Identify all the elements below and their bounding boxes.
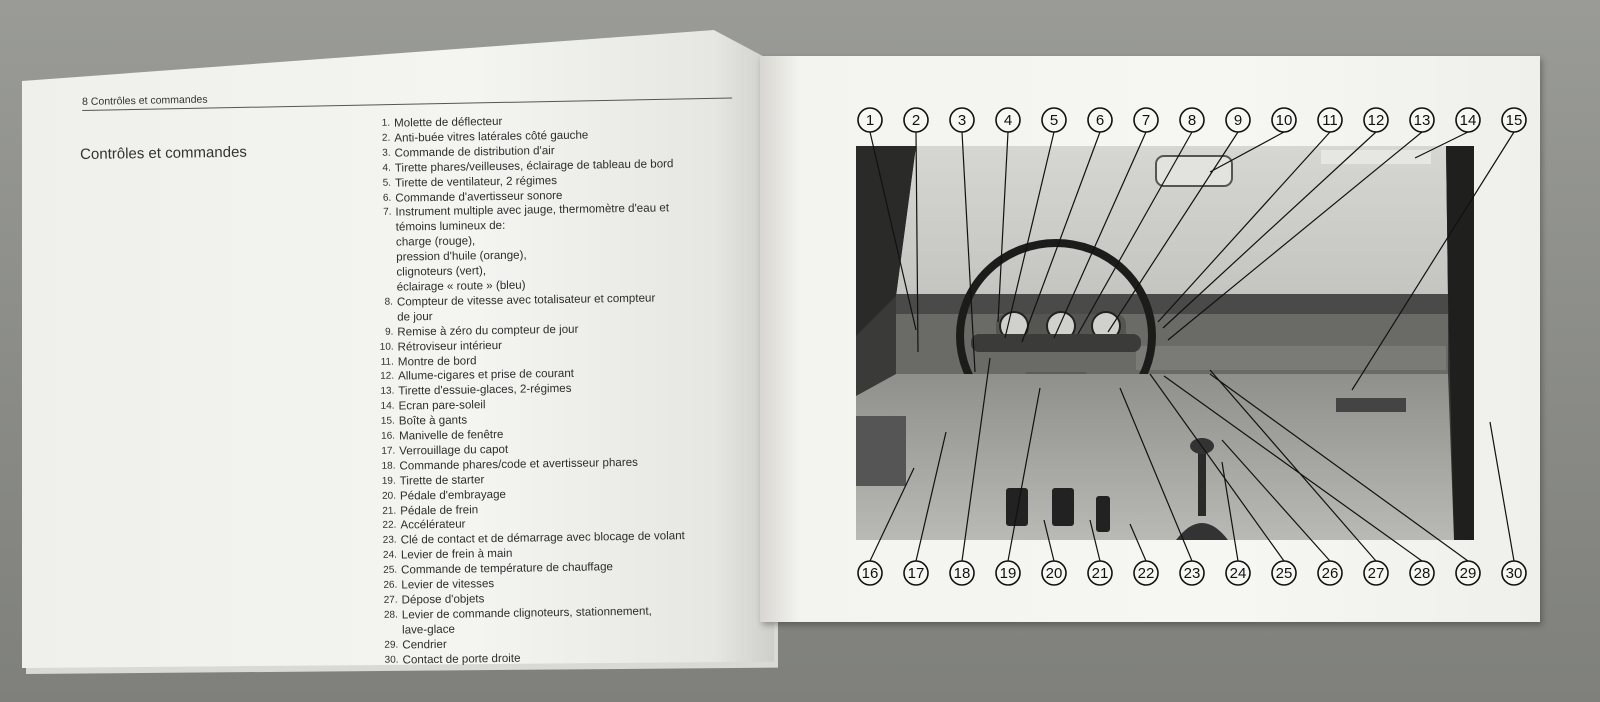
callout-number: 21 xyxy=(1091,565,1109,582)
callout-leader-line xyxy=(1490,422,1514,561)
callout-leader-line xyxy=(1415,132,1468,158)
legend-item-text: Tirette phares/veilleuses, éclairage de tableau de bord xyxy=(394,156,674,175)
legend-item-number: 27. xyxy=(383,594,398,606)
legend-item-number: 7. xyxy=(383,207,392,219)
callout-marker xyxy=(1456,561,1480,585)
legend-item-number: 3. xyxy=(382,147,391,159)
callout-number: 15 xyxy=(1505,112,1523,129)
legend-item-text: Instrument multiple avec jauge, thermomètre d'eau et xyxy=(395,201,670,220)
callout-number: 8 xyxy=(1187,112,1197,129)
callout-number: 27 xyxy=(1367,565,1385,582)
legend-item-continuation: lave-glace xyxy=(401,622,456,637)
callout-marker xyxy=(1088,108,1112,132)
legend-item-text: Levier de frein à main xyxy=(400,547,513,562)
callout-marker xyxy=(904,561,928,585)
callout-number: 11 xyxy=(1322,112,1338,129)
legend-item-text: Verrouillage du capot xyxy=(399,442,509,458)
section-title: Contrôles et commandes xyxy=(80,143,247,163)
callout-number: 26 xyxy=(1321,565,1339,582)
legend-item-number: 20. xyxy=(381,490,397,502)
callout-number: 10 xyxy=(1275,112,1293,129)
legend-item-text: Dépose d'objets xyxy=(401,592,485,607)
callout-number: 7 xyxy=(1141,112,1151,129)
legend-item-text: Compteur de vitesse avec totalisateur et compteur xyxy=(396,291,656,309)
legend-item-text: Remise à zéro du compteur de jour xyxy=(397,322,579,339)
callout-marker xyxy=(1226,561,1250,585)
callout-number: 23 xyxy=(1183,565,1201,582)
legend-item-text: Pédale d'embrayage xyxy=(399,487,507,503)
callout-leader-line xyxy=(1008,388,1040,561)
legend-item-text: Tirette d'essuie-glaces, 2-régimes xyxy=(398,382,572,398)
callout-leader-line xyxy=(1090,520,1100,561)
legend-item-continuation: de jour xyxy=(397,309,433,324)
callout-number: 5 xyxy=(1049,112,1059,129)
callout-leader-line xyxy=(1022,132,1100,342)
callout-marker xyxy=(1272,561,1296,585)
legend-item-text: Contact de porte droite xyxy=(402,651,521,667)
callout-marker xyxy=(1410,108,1434,132)
legend-item-text: Manivelle de fenêtre xyxy=(398,427,504,443)
callout-marker xyxy=(1410,561,1434,585)
legend-item-text: Molette de déflecteur xyxy=(393,114,503,130)
callout-number: 20 xyxy=(1045,565,1063,582)
callout-marker xyxy=(858,561,882,585)
callout-leader-line xyxy=(916,432,946,561)
callout-number: 1 xyxy=(865,112,875,129)
callout-marker xyxy=(1134,561,1158,585)
callout-marker xyxy=(1088,561,1112,585)
legend-item-text: Commande phares/code et avertisseur phares xyxy=(399,455,639,473)
legend-item-continuation: pression d'huile (orange), xyxy=(396,248,527,264)
callout-leader-line xyxy=(1210,374,1468,561)
legend-item-number: 10. xyxy=(379,341,394,353)
page-header-text: 8 Contrôles et commandes xyxy=(82,93,208,108)
callout-number: 4 xyxy=(1003,112,1013,129)
legend-item-number: 4. xyxy=(382,162,391,174)
callout-marker xyxy=(1318,561,1342,585)
callout-number: 22 xyxy=(1137,565,1155,582)
callout-leader-line xyxy=(1108,132,1238,332)
legend-item-number: 29. xyxy=(384,639,399,651)
legend-item-number: 5. xyxy=(382,177,392,189)
callout-marker xyxy=(1134,108,1158,132)
legend-item-text: Allume-cigares et prise de courant xyxy=(397,367,575,383)
callout-marker xyxy=(1272,108,1296,132)
callout-number: 16 xyxy=(861,565,879,582)
legend-item-number: 12. xyxy=(380,371,395,383)
callout-marker xyxy=(858,108,882,132)
callout-leader-line xyxy=(1352,132,1514,390)
legend-item-number: 8. xyxy=(384,296,393,308)
callout-leader-line xyxy=(870,468,914,561)
callout-marker xyxy=(1180,108,1204,132)
legend-item-text: Pédale de frein xyxy=(400,502,479,518)
legend-item-continuation: témoins lumineux de: xyxy=(395,219,506,234)
callout-leader-line xyxy=(1130,524,1146,561)
legend-item-number: 19. xyxy=(381,475,396,487)
callout-number: 17 xyxy=(907,565,925,582)
callout-marker xyxy=(1502,108,1526,132)
callout-marker xyxy=(1180,561,1204,585)
legend-item-number: 15. xyxy=(380,415,395,427)
callout-marker xyxy=(996,561,1020,585)
legend-item-number: 26. xyxy=(383,579,398,591)
callout-leader-line xyxy=(1120,388,1192,561)
legend-item-number: 1. xyxy=(381,117,391,129)
legend-item-text: Levier de vitesses xyxy=(401,577,495,592)
callout-leader-line xyxy=(1222,440,1330,561)
callout-leader-line xyxy=(1210,132,1284,172)
callout-marker xyxy=(1456,108,1480,132)
legend-item-number: 22. xyxy=(382,520,397,532)
callout-number: 6 xyxy=(1095,112,1105,129)
legend-item-number: 21. xyxy=(382,505,397,517)
callout-number: 3 xyxy=(957,112,967,129)
callout-leader-line xyxy=(1054,132,1146,338)
legend-item-text: Anti-buée vitres latérales côté gauche xyxy=(394,128,589,145)
legend-item-number: 14. xyxy=(380,400,395,413)
legend-item-number: 25. xyxy=(383,564,398,577)
callout-leader-line xyxy=(1044,520,1054,561)
callout-number: 13 xyxy=(1413,112,1431,129)
callout-number: 2 xyxy=(911,112,921,129)
callout-marker xyxy=(1364,561,1388,585)
callout-marker xyxy=(1502,561,1526,585)
callout-leader-line xyxy=(962,132,975,372)
callout-marker xyxy=(1226,108,1250,132)
callout-marker xyxy=(950,561,974,585)
callout-marker xyxy=(996,108,1020,132)
callout-marker xyxy=(950,108,974,132)
legend-item-text: Clé de contact et de démarrage avec blocage de volant xyxy=(400,529,685,547)
callout-number: 30 xyxy=(1505,565,1523,582)
callout-number: 9 xyxy=(1233,112,1243,129)
legend-item-continuation: charge (rouge), xyxy=(395,234,476,249)
callout-leader-line xyxy=(1158,132,1330,322)
callout-number: 18 xyxy=(953,565,971,582)
legend-item-continuation: éclairage « route » (bleu) xyxy=(396,278,526,294)
legend-item-number: 17. xyxy=(381,445,396,457)
legend-item-number: 9. xyxy=(384,326,394,338)
legend-item-number: 24. xyxy=(382,549,397,562)
callout-leader-line xyxy=(1164,376,1422,561)
legend-item-text: Levier de commande clignoteurs, stationnement, xyxy=(401,604,652,622)
legend-item-text: Commande de distribution d'air xyxy=(394,143,555,160)
callout-number: 29 xyxy=(1459,565,1477,582)
callout-leader-line xyxy=(1005,132,1054,338)
callout-leader-line xyxy=(998,132,1008,322)
legend-item-number: 2. xyxy=(381,132,391,144)
callout-leader-line xyxy=(1210,370,1376,561)
callout-leader-line xyxy=(1163,132,1376,328)
callout-number: 24 xyxy=(1229,565,1247,582)
callout-marker xyxy=(904,108,928,132)
legend-item-number: 11. xyxy=(380,356,394,368)
legend-item-text: Rétroviseur intérieur xyxy=(397,338,503,354)
callout-number: 12 xyxy=(1367,112,1385,129)
callout-marker xyxy=(1042,108,1066,132)
callout-marker xyxy=(1364,108,1388,132)
legend-item-text: Montre de bord xyxy=(397,353,477,369)
callout-leader-line xyxy=(870,132,916,330)
callout-number: 19 xyxy=(999,565,1017,582)
callout-number: 25 xyxy=(1275,565,1293,582)
callout-leader-line xyxy=(1168,132,1422,340)
callout-number: 28 xyxy=(1413,565,1431,582)
legend-item-number: 30. xyxy=(384,654,399,666)
legend-item-number: 23. xyxy=(382,534,397,547)
legend-item-text: Tirette de starter xyxy=(399,472,485,488)
legend-item-number: 28. xyxy=(383,609,398,621)
legend-item-text: Accélérateur xyxy=(400,517,466,533)
legend-item-number: 18. xyxy=(381,460,396,472)
callout-leader-line xyxy=(962,358,990,561)
callout-marker xyxy=(1042,561,1066,585)
callout-leader-line xyxy=(916,132,918,352)
callout-marker xyxy=(1318,108,1342,132)
legend-item-text: Cendrier xyxy=(402,637,447,652)
legend-item-number: 13. xyxy=(380,385,395,398)
legend-item-text: Commande d'avertisseur sonore xyxy=(395,188,563,205)
callout-leader-line xyxy=(1150,374,1284,561)
legend-item-text: Ecran pare-soleil xyxy=(398,398,486,413)
legend-item-number: 16. xyxy=(381,430,396,442)
callout-number: 14 xyxy=(1459,112,1477,129)
legend-item-text: Tirette de ventilateur, 2 régimes xyxy=(394,173,558,190)
legend-item-continuation: clignoteurs (vert), xyxy=(396,264,487,279)
legend-item-text: Commande de température de chauffage xyxy=(401,560,614,577)
legend-item-text: Boîte à gants xyxy=(398,413,468,428)
legend-item-number: 6. xyxy=(382,192,392,204)
